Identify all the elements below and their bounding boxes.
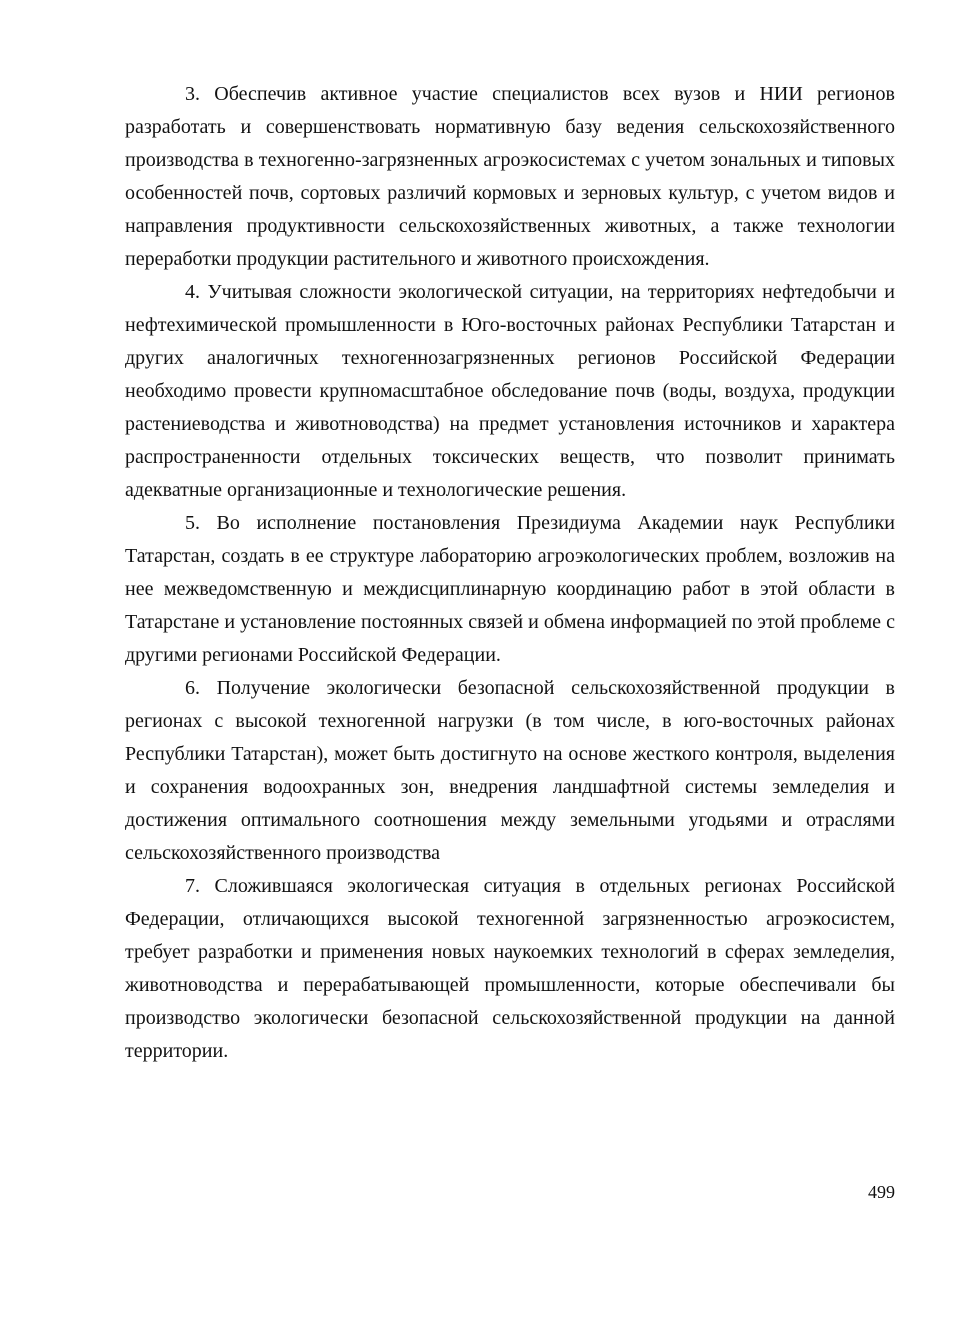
paragraph-3: 3. Обеспечив активное участие специалистов всех вузов и НИИ регионов разработать и совершенствовать нормативную базу ведения сельскохозяйственного производства в техногенно-загрязненных агроэкосистемах с учетом зональных и типовых особенностей почв, сортовых различий кормовых и зерновых культур, с учетом видов и направления продуктивности сельскохозяйственных животных, а также технологии переработки продукции растительного и животного происхождения. xyxy=(125,83,895,270)
paragraph-4: 4. Учитывая сложности экологической ситуации, на территориях нефтедобычи и нефтехимической промышленности в Юго-восточных районах Республики Татарстан и других аналогичных техногеннозагрязненных регионов Российской Федерации необходимо провести крупномасштабное обследование почв (воды, воздуха, продукции растениеводства и животноводства) на предмет установления источников и характера распространенности отдельных токсических веществ, что позволит принимать адекватные организационные и технологические решения. xyxy=(125,281,895,501)
page-body xyxy=(125,78,895,1068)
paragraph-6: 6. Получение экологически безопасной сельскохозяйственной продукции в регионах с высокой техногенной нагрузки (в том числе, в юго-восточных районах Республики Татарстан), может быть достигнуто на основе жесткого контроля, выделения и сохранения водоохранных зон, внедрения ландшафтной системы земледелия и достижения оптимального соотношения между земельными угодьями и отраслями сельскохозяйственного производства xyxy=(125,677,895,864)
paragraph-7: 7. Сложившаяся экологическая ситуация в отдельных регионах Российской Федерации, отличающихся высокой техногенной загрязненностью агроэкосистем, требует разработки и применения новых наукоемких технологий в сферах земледелия, животноводства и перерабатывающей промышленности, которые обеспечивали бы производство экологически безопасной сельскохозяйственной продукции на данной территории. xyxy=(125,875,895,1062)
page-number: 499 xyxy=(868,1182,895,1202)
paragraph-5: 5. Во исполнение постановления Президиума Академии наук Республики Татарстан, создать в ее структуре лабораторию агроэкологических проблем, возложив на нее межведомственную и междисциплинарную координацию работ в этой области в Татарстане и установление постоянных связей и обмена информацией по этой проблеме с другими регионами Российской Федерации. xyxy=(125,512,895,666)
